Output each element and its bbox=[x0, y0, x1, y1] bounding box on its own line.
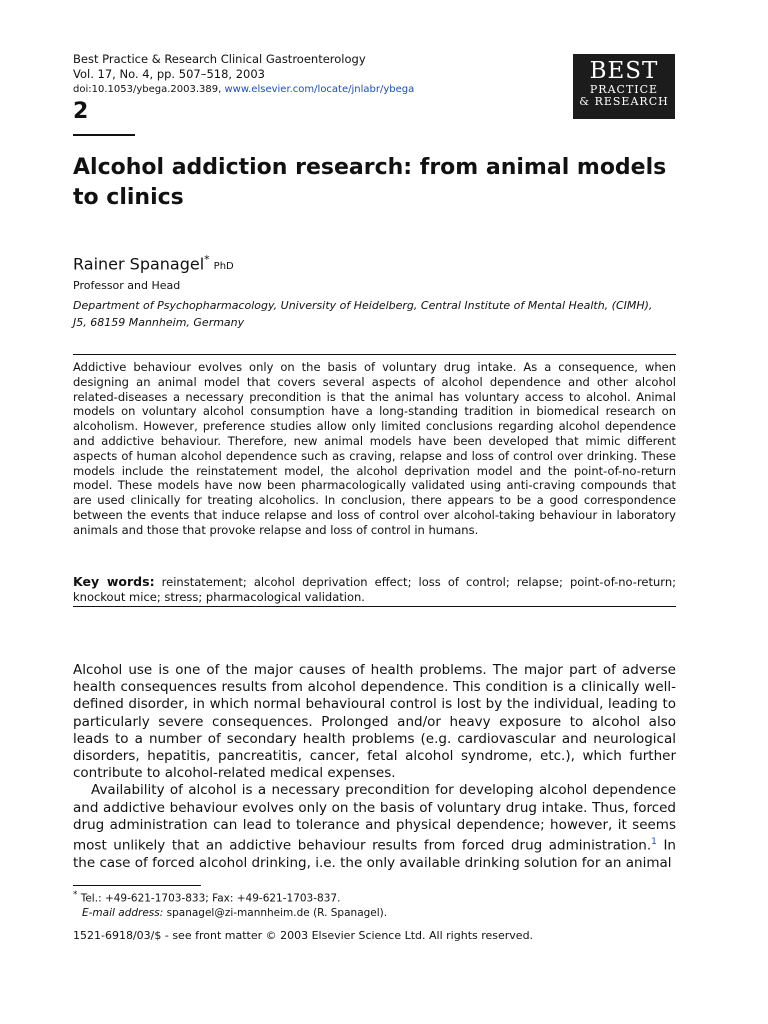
author-degree: PhD bbox=[213, 261, 234, 273]
journal-header bbox=[73, 52, 414, 97]
journal-url-link[interactable]: www.elsevier.com/locate/jnlabr/ybega bbox=[224, 84, 415, 95]
paragraph-text: In the case of forced alcohol drinking, i.e. the only available drinking solution for an animal bbox=[73, 837, 676, 871]
article-title: Alcohol addiction research: from animal models to clinics bbox=[73, 155, 667, 210]
affiliation-line: J5, 68159 Mannheim, Germany bbox=[73, 316, 245, 329]
logo-line-research: & RESEARCH bbox=[579, 95, 669, 108]
body-text bbox=[73, 662, 676, 872]
email-label: E-mail address: bbox=[82, 906, 164, 919]
keywords-text: reinstatement; alcohol deprivation effect; loss of control; relapse; point-of-no-return; knockout mice; stress; pharmacological validation. bbox=[73, 575, 676, 604]
keywords-label: Key words: bbox=[73, 574, 155, 589]
footnote bbox=[73, 888, 387, 920]
chapter-number: 2 bbox=[73, 99, 89, 124]
journal-doi-line bbox=[73, 82, 414, 97]
footnote-divider bbox=[73, 885, 201, 886]
copyright-line: 1521-6918/03/$ - see front matter © 2003 Elsevier Science Ltd. All rights reserved. bbox=[73, 929, 534, 942]
abstract-top-rule bbox=[73, 354, 676, 355]
journal-name: Best Practice & Research Clinical Gastroenterology bbox=[73, 52, 366, 66]
paragraph-text: Availability of alcohol is a necessary precondition for developing alcohol dependence and addictive behaviour evolves only on the basis of voluntary drug intake. Thus, forced drug administration can lead to tolerance and physical dependence; however, it seems most unlikely that an addictive behaviour results from forced drug administration. bbox=[73, 782, 676, 854]
footnote-email bbox=[73, 906, 387, 920]
doi-text: doi:10.1053/ybega.2003.389, bbox=[73, 84, 222, 95]
email-address: spanagel@zi-mannheim.de (R. Spanagel). bbox=[166, 906, 388, 919]
author-footnote-mark: * bbox=[204, 253, 210, 266]
best-practice-logo bbox=[573, 54, 675, 119]
abstract: Addictive behaviour evolves only on the basis of voluntary drug intake. As a consequence, when designing an animal model that covers several aspects of alcohol dependence and other alcohol related-diseases a necessary precondition is that the animal has voluntary access to alcohol. Animal models on voluntary alcohol consumption have a long-standing tradition in biomedical research on alcoholism. However, preference studies allow only limited conclusions regarding alcohol dependence and addictive behaviour. Therefore, new animal models have been developed that mimic different aspects of human alcohol dependence such as craving, relapse and loss of control over drinking. These models include the reinstatement model, the alcohol deprivation model and the point-of-no-return model. These models have now been pharmacologically validated using anti-craving compounds that are used clinically for treating alcoholics. In conclusion, there appears to be a good correspondence between the events that induce relapse and loss of control over alcohol-taking behaviour in laboratory animals and those that provoke relapse and loss of control in humans. bbox=[73, 360, 676, 537]
footnote-contact-text: Tel.: +49-621-1703-833; Fax: +49-621-1703-837. bbox=[80, 892, 341, 905]
body-paragraph: Alcohol use is one of the major causes of health problems. The major part of adverse health consequences results from alcohol dependence. This condition is a clinically well-defined disorder, in which normal behavioural control is lost by the individual, leading to particularly severe consequences. Prolonged and/or heavy exposure to alcohol also leads to a number of secondary health problems (e.g. cardiovascular and neurological disorders, hepatitis, pancreatitis, cancer, fetal alcohol syndrome, etc.), which further contribute to alcohol-related medical expenses. bbox=[73, 662, 676, 782]
abstract-bottom-rule bbox=[73, 606, 676, 607]
footnote-contact bbox=[73, 888, 387, 906]
journal-volume: Vol. 17, No. 4, pp. 507–518, 2003 bbox=[73, 67, 265, 81]
chapter-divider bbox=[73, 134, 135, 136]
reference-link[interactable]: 1 bbox=[651, 837, 657, 848]
author-position: Professor and Head bbox=[73, 279, 181, 292]
author-line bbox=[73, 253, 234, 273]
author-affiliation bbox=[73, 297, 683, 331]
author-name: Rainer Spanagel bbox=[73, 254, 205, 274]
affiliation-line: Department of Psychopharmacology, University of Heidelberg, Central Institute of Mental Health, (CIMH), bbox=[73, 299, 653, 312]
logo-line-best: BEST bbox=[589, 58, 659, 84]
keywords bbox=[73, 574, 676, 605]
body-paragraph bbox=[73, 782, 676, 872]
logo-line-practice: PRACTICE bbox=[589, 83, 659, 96]
footnote-mark: * bbox=[73, 890, 78, 900]
